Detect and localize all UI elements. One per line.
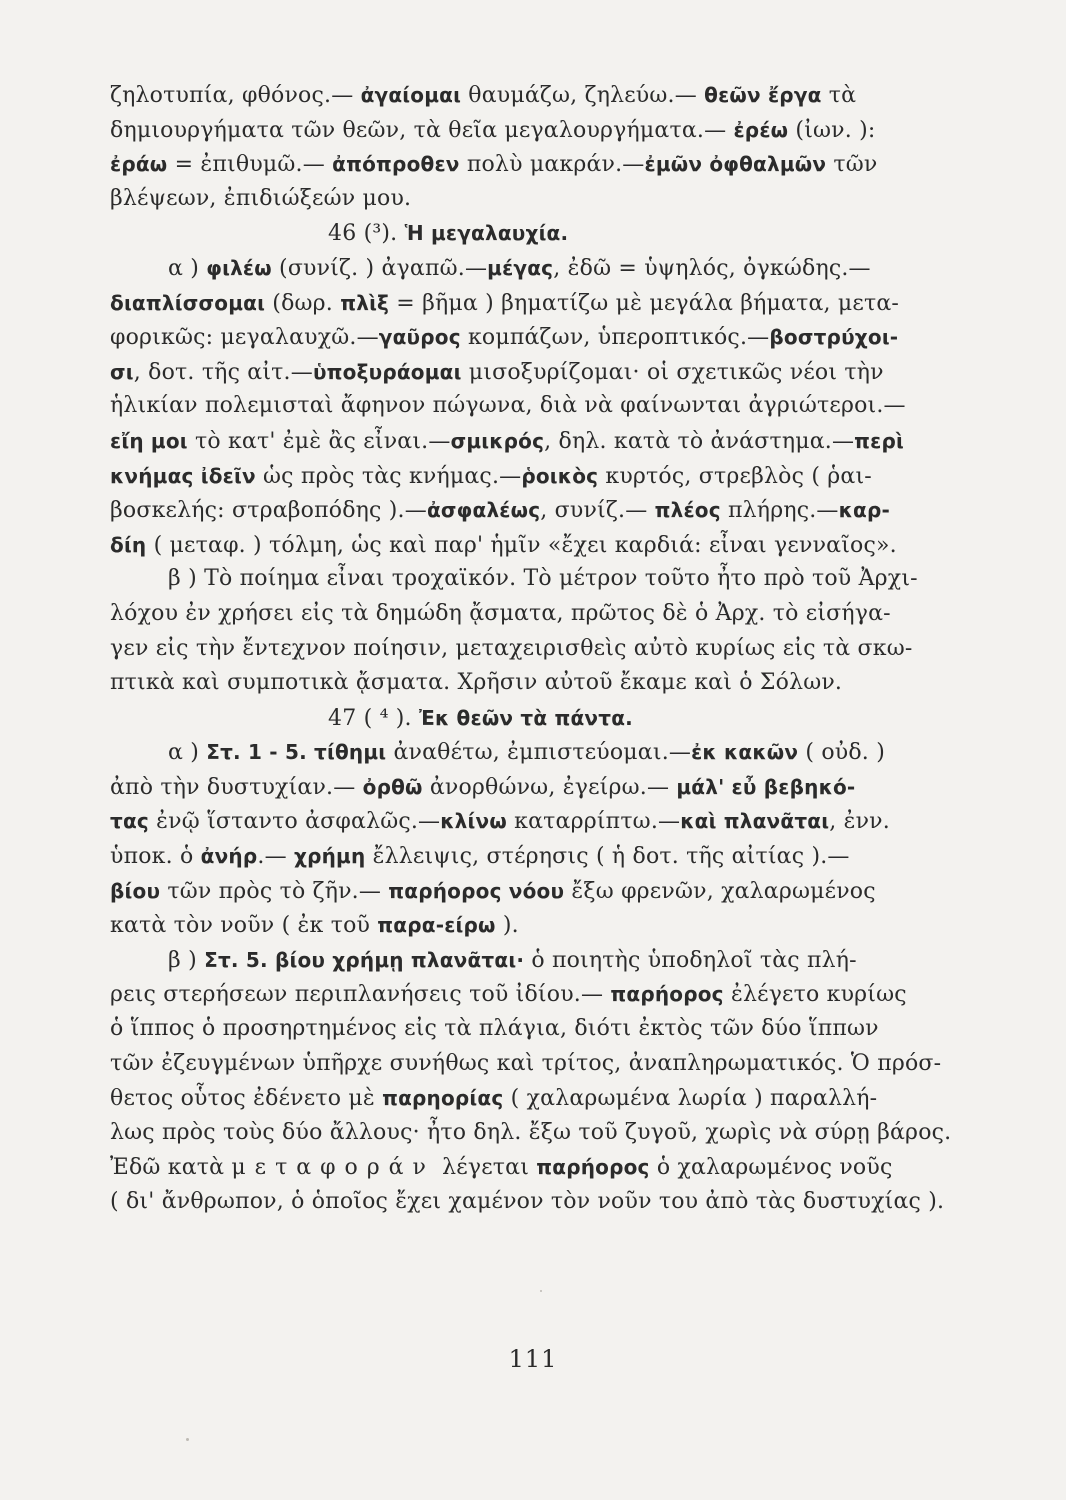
lemma-term: παρηορίας <box>382 1086 504 1111</box>
text-line <box>110 597 980 632</box>
text-run: ὁ ποιητὴς ὑποδηλοῖ τὰς πλή- <box>524 947 857 973</box>
lemma-term: Ἡ μεγαλαυχία. <box>404 221 569 246</box>
lemma-term: εἴη μοι <box>110 428 188 453</box>
text-run: λως πρὸς τοὺς δύο ἄλλους· ἦτο δηλ. ἔξω τοῦ ζυγοῦ, χωρὶς νὰ σύρῃ βάρος. <box>110 1119 952 1145</box>
text-run: , δηλ. κατὰ τὸ ἀνάστημα.— <box>544 428 855 454</box>
lemma-term: φιλέω <box>206 255 272 280</box>
text-line <box>110 943 980 978</box>
text-run: ( χαλαρωμένα λωρία ) παραλλή- <box>503 1086 878 1112</box>
text-run: πλήρης.— <box>720 498 839 524</box>
text-run: ὁ ἵππος ὁ προσηρτημένος εἰς τὰ πλάγια, διότι ἐκτὸς τῶν δύο ἵππων <box>110 1016 879 1042</box>
text-line <box>110 286 980 321</box>
text-run: ρεις στερήσεων περιπλανήσεις τοῦ ἰδίου.— <box>110 982 611 1008</box>
lemma-term: ἐκ κακῶν <box>691 740 799 765</box>
lemma-term: διαπλίσσομαι <box>110 290 266 315</box>
text-run: β ) Τὸ ποίημα εἶναι τροχαϊκόν. Τὸ μέτρον τοῦτο ἦτο πρὸ τοῦ Ἀρχι- <box>168 566 918 592</box>
text-run: ἀναθέτω, ἐμπιστεύομαι.— <box>386 740 692 766</box>
lemma-term: ἀπόπροθεν <box>332 152 460 177</box>
text-line <box>110 1081 980 1116</box>
text-line <box>110 666 980 701</box>
text-line <box>110 459 980 494</box>
text-run: ἔξω φρενῶν, χαλαρωμένος <box>564 878 876 904</box>
lemma-term: παρήορος <box>536 1155 650 1180</box>
text-run: δημιουργήματα τῶν θεῶν, τὰ θεῖα μεγαλουργήματα.— <box>110 117 734 143</box>
text-line <box>110 908 980 943</box>
text-run: .— <box>257 844 294 870</box>
paper-speck <box>540 1290 542 1292</box>
lemma-term: θεῶν ἔργα <box>704 83 822 107</box>
lemma-term: Ἐκ θεῶν τὰ πάντα. <box>418 705 633 730</box>
lemma-term: βοστρύχοι- <box>769 325 899 350</box>
lemma-term: κνήμας ἰδεῖν <box>110 463 256 488</box>
text-line <box>110 770 980 805</box>
lemma-term: ἐμῶν ὀφθαλμῶν <box>644 152 827 177</box>
lemma-term: πλὶξ <box>340 290 390 315</box>
lemma-term: μάλ' εὖ βεβηκό- <box>676 774 856 799</box>
lemma-term: ἐράω <box>110 152 168 177</box>
commentary-text <box>110 78 980 1220</box>
text-run: 47 ( ⁴ ). <box>328 705 419 731</box>
text-run: = βῆμα ) βηματίζω μὲ μεγάλα βήματα, μετα- <box>389 290 900 316</box>
lemma-term: δίη <box>110 532 147 557</box>
text-run: (συνίζ. ) ἀγαπῶ.— <box>271 255 488 281</box>
lemma-term: σι <box>110 359 134 384</box>
text-run: λόχου ἐν χρήσει εἰς τὰ δημώδη ᾄσματα, πρῶτος δὲ ὁ Ἀρχ. τὸ εἰσήγα- <box>110 600 891 626</box>
text-run: β ) <box>168 947 205 973</box>
text-line <box>110 1047 980 1082</box>
lemma-term: ῥοικὸς <box>521 463 599 488</box>
text-run: α ) <box>168 740 207 766</box>
text-line <box>110 493 980 528</box>
lemma-term: τας <box>110 809 149 834</box>
lemma-term: ὀρθῶ <box>362 774 423 799</box>
lemma-term: Στ. 5. βίου χρήμῃ πλανᾶται· <box>204 947 525 972</box>
text-line <box>110 78 980 113</box>
lemma-term: καρ- <box>838 498 890 523</box>
text-run: τῶν πρὸς τὸ ζῆν.— <box>160 878 389 904</box>
text-line <box>110 320 980 355</box>
text-line <box>110 389 980 424</box>
text-run: κομπάζων, ὑπεροπτικός.— <box>460 325 770 351</box>
lemma-term: γαῦρος <box>378 325 461 350</box>
text-run: θαυμάζω, ζηλεύω.— <box>461 83 705 108</box>
text-line <box>110 251 980 286</box>
text-run: ζηλοτυπία, φθόνος.— <box>110 83 361 108</box>
text-run: = ἐπιθυμῶ.— <box>167 152 333 178</box>
text-run: τὰ <box>821 83 857 108</box>
text-run: , ἐνν. <box>829 809 890 835</box>
text-run: (ἰων. ): <box>788 117 876 143</box>
lemma-term: σμικρός <box>450 428 545 453</box>
paper-speck <box>186 1438 189 1441</box>
text-line <box>110 874 980 909</box>
text-line <box>110 355 980 390</box>
lemma-term: ὑποξυράομαι <box>312 359 462 384</box>
text-run: ἡλικίαν πολεμισταὶ ἄφηνον πώγωνα, διὰ νὰ φαίνωνται ἀγριώτεροι.— <box>110 393 906 419</box>
text-run: 46 (³). <box>328 221 405 247</box>
text-run: θετος οὗτος ἐδένετο μὲ <box>110 1086 383 1112</box>
text-run: βλέψεων, ἐπιδιώξεών μου. <box>110 185 412 211</box>
section-heading <box>110 701 980 736</box>
text-run: λέγεται <box>434 1155 537 1181</box>
text-line <box>110 113 980 148</box>
text-line <box>110 424 980 459</box>
lemma-term: κλίνω <box>440 809 507 834</box>
text-line <box>110 735 980 770</box>
text-run: τῶν ἐζευγμένων ὑπῆρχε συνήθως καὶ τρίτος, ἀναπληρωματικός. Ὁ πρόσ- <box>110 1050 942 1076</box>
text-run: κυρτός, στρεβλὸς ( ῥαι- <box>598 463 872 489</box>
text-line <box>110 562 980 597</box>
text-line <box>110 804 980 839</box>
lemma-term: ἀνήρ <box>200 844 258 869</box>
text-run: α ) <box>168 255 207 281</box>
text-run: ). <box>495 913 519 939</box>
text-line <box>110 977 980 1012</box>
lemma-term: Στ. 1 - 5. τίθημι <box>206 740 387 765</box>
text-run: μισοξυρίζομαι· οἱ σχετικῶς νέοι τὴν <box>461 359 884 385</box>
lemma-term: καὶ πλανᾶται <box>680 809 830 834</box>
text-run: ὡς πρὸς τὰς κνήμας.— <box>255 463 522 489</box>
text-run: καταρρίπτω.— <box>506 809 681 835</box>
text-line <box>110 1185 980 1220</box>
text-line <box>110 1150 980 1185</box>
text-line <box>110 1012 980 1047</box>
text-line <box>110 182 980 217</box>
text-line <box>110 147 980 182</box>
lemma-term: παρήορος νόου <box>388 878 565 903</box>
text-line <box>110 528 980 563</box>
text-run: κατὰ τὸν νοῦν ( ἐκ τοῦ <box>110 913 378 939</box>
text-line <box>110 632 980 667</box>
lemma-term: ἀγαίομαι <box>360 83 462 107</box>
lemma-term: μέγας <box>487 255 554 280</box>
text-run: ὁ χαλαρωμένος νοῦς <box>649 1155 893 1181</box>
lemma-term: ἀσφαλέως <box>426 498 541 523</box>
spaced-emphasis: μεταφοράν <box>231 1155 435 1181</box>
lemma-term: πλέος <box>654 498 721 523</box>
lemma-term: περὶ <box>854 428 905 453</box>
text-run: ἀνορθώνω, ἐγείρω.— <box>422 774 677 800</box>
text-run: ὑποκ. ὁ <box>110 844 201 870</box>
text-run: πτικὰ καὶ συμποτικὰ ᾄσματα. Χρῆσιν αὐτοῦ ἔκαμε καὶ ὁ Σόλων. <box>110 670 843 696</box>
text-run: , ἐδῶ = ὑψηλός, ὀγκώδης.— <box>553 255 871 281</box>
text-run: πολὺ μακράν.— <box>459 152 645 178</box>
lemma-term: παρα-είρω <box>377 913 496 938</box>
lemma-term: βίου <box>110 878 161 903</box>
page-number: 111 <box>508 1345 558 1373</box>
section-heading <box>110 216 980 251</box>
text-run: ( δι' ἄνθρωπον, ὁ ὁποῖος ἔχει χαμένον τὸν νοῦν του ἀπὸ τὰς δυστυχίας ). <box>110 1189 945 1214</box>
text-run: ἐνῷ ἵσταντο ἀσφαλῶς.— <box>148 809 441 835</box>
text-run: βοσκελής: στραβοπόδης ).— <box>110 498 427 524</box>
text-run: φορικῶς: μεγαλαυχῶ.— <box>110 325 379 351</box>
text-run: ( οὐδ. ) <box>798 740 885 766</box>
lemma-term: χρήμη <box>293 844 366 869</box>
text-run: ἐλέγετο κυρίως <box>723 982 907 1008</box>
text-line <box>110 839 980 874</box>
text-run: , δοτ. τῆς αἰτ.— <box>133 359 313 385</box>
text-run: τῶν <box>826 152 878 178</box>
text-line <box>110 1116 980 1151</box>
text-run: ἀπὸ τὴν δυστυχίαν.— <box>110 774 363 800</box>
text-run: ( μεταφ. ) τόλμη, ὡς καὶ παρ' ἡμῖν «ἔχει καρδιά: εἶναι γενναῖος». <box>146 532 897 558</box>
text-run: ἔλλειψις, στέρησις ( ἡ δοτ. τῆς αἰτίας ).— <box>365 844 850 870</box>
text-run: (δωρ. <box>265 290 341 316</box>
text-run: , συνίζ.— <box>540 498 655 524</box>
text-run: Ἐδῶ κατὰ <box>110 1155 232 1181</box>
text-run: γεν εἰς τὴν ἔντεχνον ποίησιν, μεταχειρισθεὶς αὐτὸ κυρίως εἰς τὰ σκω- <box>110 635 913 661</box>
lemma-term: ἐρέω <box>733 117 789 142</box>
text-run: τὸ κατ' ἐμὲ ἂς εἶναι.— <box>187 428 451 454</box>
lemma-term: παρήορος <box>610 982 724 1007</box>
